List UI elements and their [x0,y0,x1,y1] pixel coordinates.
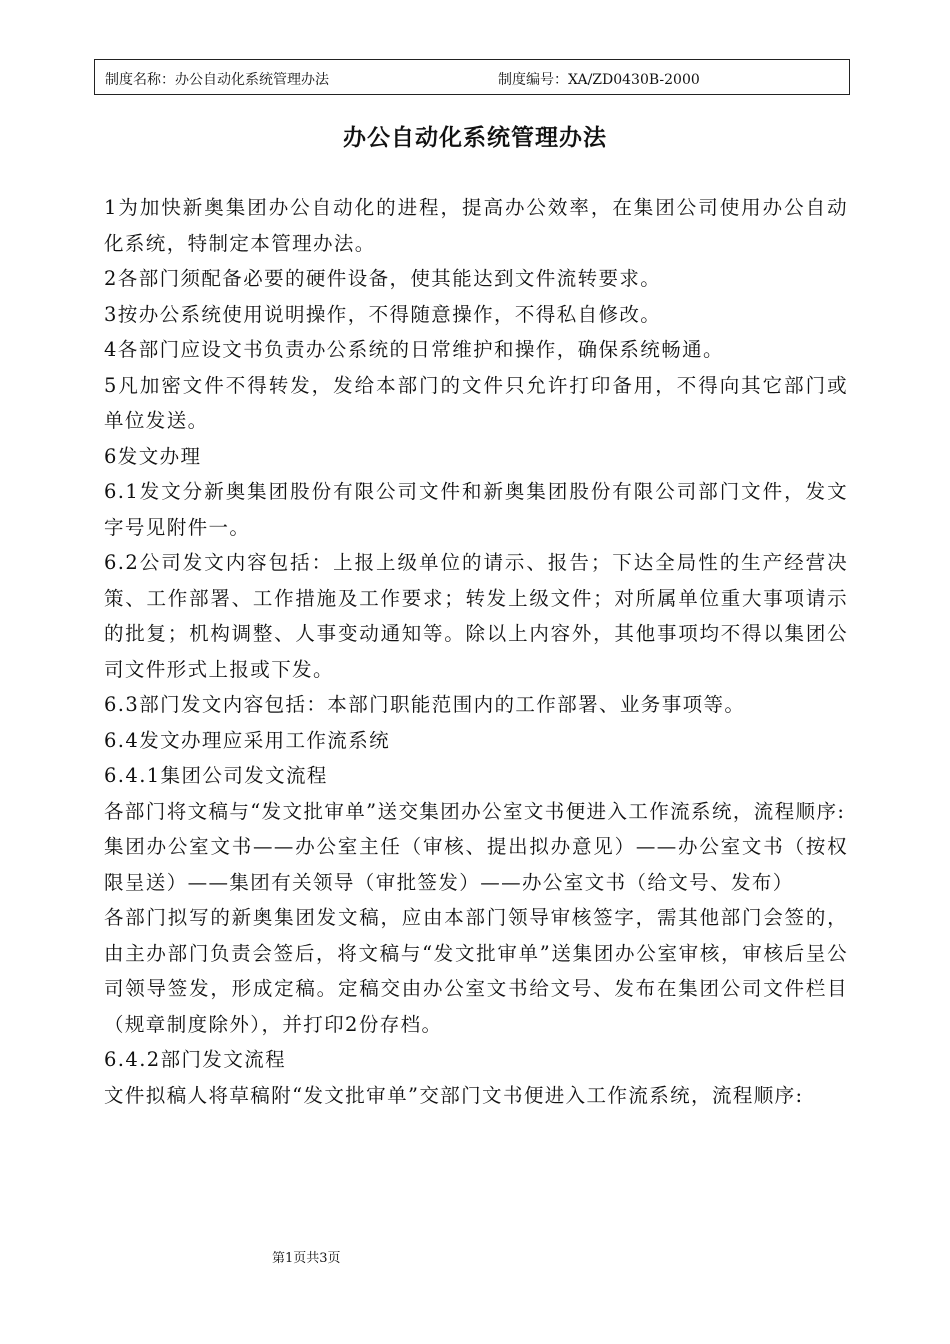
section-heading: 6.4发文办理应采用工作流系统 [104,728,391,752]
paragraph: 6.2公司发文内容包括：上报上级单位的请示、报告；下达全局性的生产经营决策、工作部署、工作措施及工作要求；转发上级文件；对所属单位重大事项请示的批复；机构调整、人事变动通知等。除以上内容外，其他事项均不得以集团公司文件形式上报或下发。 [104,551,848,681]
page-number: 第1页共3页 [272,1251,341,1266]
document-title: 办公自动化系统管理办法 [343,124,607,151]
section-heading: 6.4.2部门发文流程 [104,1048,287,1071]
process-flow: 集团办公室文书——办公室主任（审核、提出拟办意见）——办公室文书（按权限呈送）——集团有关领导（审批签发）——办公室文书（给文号、发布） [104,835,848,894]
regulation-code: 制度编号：XA/ZD0430B-2000 [498,72,700,88]
paragraph: 6.1发文分新奥集团股份有限公司文件和新奥集团股份有限公司部门文件，发文字号见附件一。 [104,480,848,539]
paragraph: 4各部门应设文书负责办公系统的日常维护和操作，确保系统畅通。 [104,338,724,361]
document-body [104,190,848,1113]
paragraph: 各部门拟写的新奥集团发文稿，应由本部门领导审核签字，需其他部门会签的，由主办部门负责会签后，将文稿与“发文批审单”送集团办公室审核，审核后呈公司领导签发，形成定稿。定稿交由办公室文书给文号、发布在集团公司文件栏目（规章制度除外），并打印2份存档。 [104,906,848,1036]
paragraph: 3按办公系统使用说明操作，不得随意操作，不得私自修改。 [104,302,662,326]
paragraph: 5凡加密文件不得转发，发给本部门的文件只允许打印备用，不得向其它部门或单位发送。 [104,373,848,432]
paragraph: 2各部门须配备必要的硬件设备，使其能达到文件流转要求。 [104,267,662,290]
paragraph: 6.3部门发文内容包括：本部门职能范围内的工作部署、业务事项等。 [104,693,746,716]
document-header [94,59,850,95]
paragraph: 1为加快新奥集团办公自动化的进程，提高办公效率，在集团公司使用办公自动化系统，特制定本管理办法。 [104,196,848,255]
section-heading: 6.4.1集团公司发文流程 [104,764,328,787]
paragraph: 各部门将文稿与“发文批审单”送交集团办公室文书便进入工作流系统，流程顺序: [104,799,846,823]
regulation-name: 制度名称：办公自动化系统管理办法 [105,72,329,88]
section-heading: 6发文办理 [104,444,202,468]
paragraph: 文件拟稿人将草稿附“发文批审单”交部门文书便进入工作流系统，流程顺序: [104,1083,804,1107]
